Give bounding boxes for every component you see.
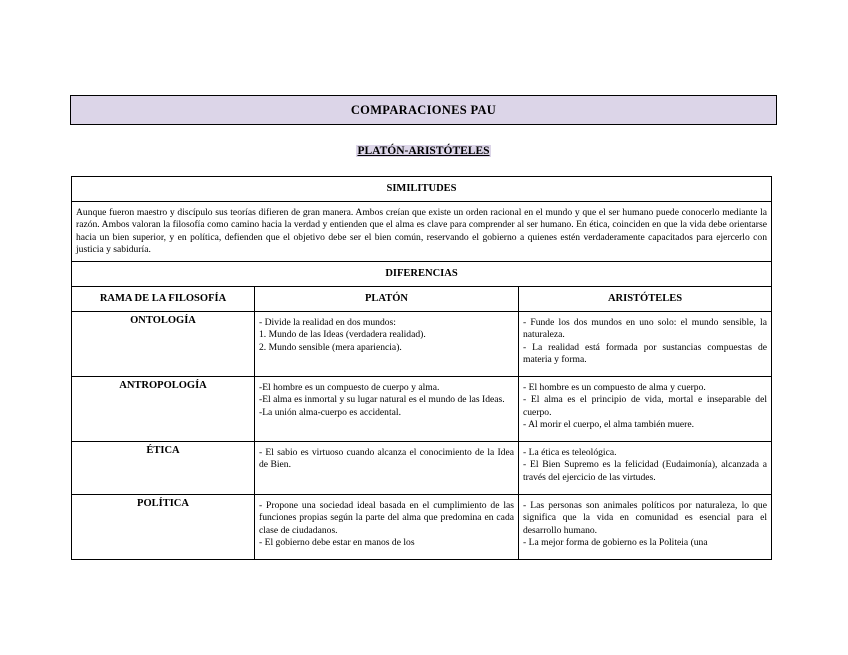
aristoteles-cell: - Las personas son animales políticos por naturaleza, lo que significa que la vida en comunidad es esencial para el desarrollo humano. - La mejor forma de gobierno es la Politeia (una: [519, 495, 772, 560]
aristoteles-cell: - Funde los dos mundos en uno solo: el mundo sensible, la naturaleza. - La realidad está formada por sustancias compuestas de materia y forma.: [519, 312, 772, 377]
column-header-platon: PLATÓN: [255, 287, 519, 312]
column-header-branch: RAMA DE LA FILOSOFÍA: [72, 287, 255, 312]
comparison-table: [71, 176, 772, 560]
table-row-politica: [72, 495, 772, 560]
branch-cell: ÉTICA: [72, 442, 255, 495]
table-row-etica: [72, 442, 772, 495]
table-row-antropologia: [72, 377, 772, 442]
document-title: COMPARACIONES PAU: [70, 95, 777, 125]
branch-cell: ANTROPOLOGÍA: [72, 377, 255, 442]
platon-cell: - El sabio es virtuoso cuando alcanza el conocimiento de la Idea de Bien.: [255, 442, 519, 495]
branch-cell: POLÍTICA: [72, 495, 255, 560]
similitudes-heading: SIMILITUDES: [72, 177, 772, 202]
column-header-aristoteles: ARISTÓTELES: [519, 287, 772, 312]
document-subtitle: PLATÓN-ARISTÓTELES: [357, 145, 490, 157]
platon-cell: - Divide la realidad en dos mundos: 1. Mundo de las Ideas (verdadera realidad). 2. Mundo sensible (mera apariencia).: [255, 312, 519, 377]
diferencias-heading: DIFERENCIAS: [72, 262, 772, 287]
aristoteles-cell: - La ética es teleológica. - El Bien Supremo es la felicidad (Eudaimonía), alcanzada a través del ejercicio de las virtudes.: [519, 442, 772, 495]
platon-cell: - Propone una sociedad ideal basada en el cumplimiento de las funciones propias según la parte del alma que predomina en cada clase de ciudadanos. - El gobierno debe estar en manos de los: [255, 495, 519, 560]
table-row-ontologia: [72, 312, 772, 377]
aristoteles-cell: - El hombre es un compuesto de alma y cuerpo. - El alma es el principio de vida, mortal e inseparable del cuerpo. - Al morir el cuerpo, el alma también muere.: [519, 377, 772, 442]
similitudes-text: Aunque fueron maestro y discípulo sus teorías difieren de gran manera. Ambos creían que existe un orden racional en el mundo y que el ser humano puede conocerlo mediante la razón. Ambos valoran la filosofía como camino hacia la verdad y entienden que el alma es clave para comprender al ser humano. En ética, coinciden en que la vida debe orientarse hacia un bien superior, y en política, defienden que el objetivo debe ser el bien común, reservando el gobierno a quienes estén verdaderamente capacitados para ejercerlo con justicia y sabiduría.: [72, 202, 772, 262]
branch-cell: ONTOLOGÍA: [72, 312, 255, 377]
platon-cell: -El hombre es un compuesto de cuerpo y alma. -El alma es inmortal y su lugar natural es el mundo de las Ideas. -La unión alma-cuerpo es accidental.: [255, 377, 519, 442]
